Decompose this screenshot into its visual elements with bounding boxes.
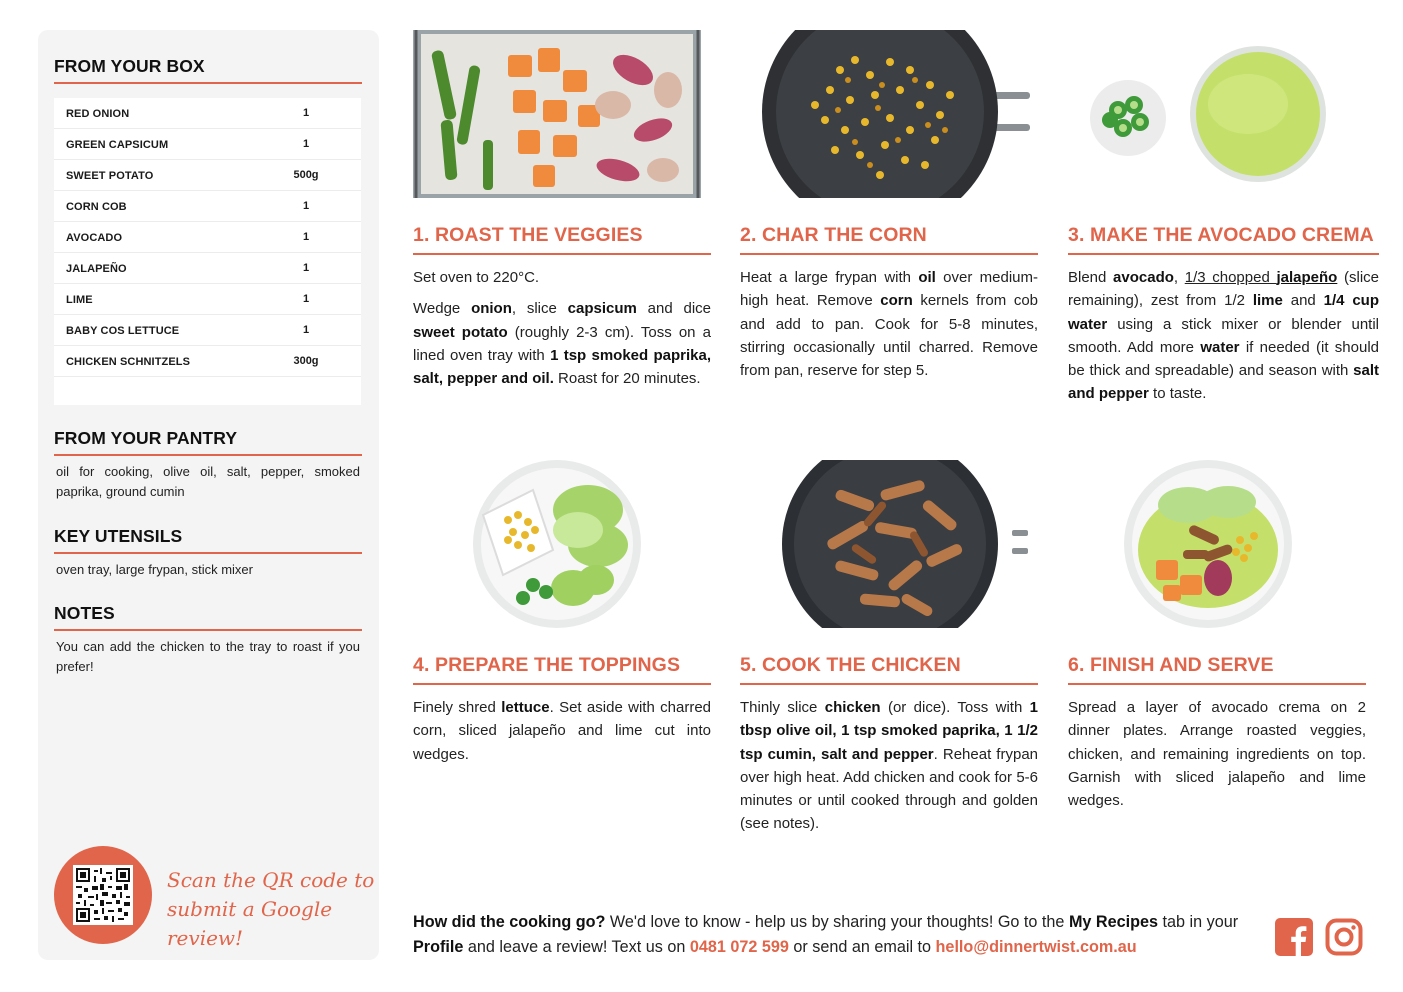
ingredient-name: GREEN CAPSICUM (66, 139, 169, 151)
text: Thinly slice (740, 699, 825, 716)
ingredient-name: JALAPEÑO (66, 263, 127, 275)
step-1-body (413, 266, 711, 398)
ingredient-qty: 1 (302, 231, 310, 243)
ingredient-qty: 1 (302, 293, 310, 305)
step-rule (413, 253, 711, 255)
step-paragraph (1068, 266, 1379, 406)
heading-rule (54, 552, 362, 554)
step-3-body (1068, 266, 1379, 414)
review-footer (413, 910, 1263, 960)
table-row (54, 129, 361, 160)
text: using a stick mixer or blender until smooth. Add more (1068, 315, 1379, 356)
table-row (54, 253, 361, 284)
ingredient-name: CHICKEN SCHNITZELS (66, 356, 191, 368)
step-paragraph: Set oven to 220°C. (413, 269, 540, 286)
finish-serve-photo (1068, 460, 1368, 628)
ingredient-bold: lettuce (501, 699, 550, 716)
ingredient-bold: water (1200, 338, 1240, 356)
step-5-title: 5. COOK THE CHICKEN (740, 654, 961, 676)
ingredient-bold: 1 tbsp olive oil, 1 tsp smoked paprika, 1 1/2 tsp cumin, salt and pepper (740, 699, 1038, 763)
step-rule (740, 683, 1038, 685)
ingredient-name: LIME (66, 294, 93, 306)
ingredient-bold: 1 tsp smoked paprika, salt, pepper and oil. (413, 346, 711, 388)
table-row (54, 346, 361, 377)
from-your-box-heading: FROM YOUR BOX (54, 56, 205, 76)
text: and dice (636, 300, 711, 318)
ingredient-bold: chicken (824, 699, 881, 716)
step-paragraph (740, 696, 1038, 836)
ingredient-bold: oil (918, 269, 936, 286)
ingredient-bold: corn (880, 292, 913, 310)
step-rule (413, 683, 711, 685)
from-your-pantry-heading: FROM YOUR PANTRY (54, 428, 238, 448)
key-utensils-heading: KEY UTENSILS (54, 526, 183, 546)
table-row (54, 284, 361, 315)
text: We'd love to know - help us by sharing your thoughts! Go to the (605, 913, 1069, 931)
ingredient-qty: 1 (302, 138, 310, 150)
text: or send an email to (788, 938, 936, 956)
phone-link[interactable]: 0481 072 599 (689, 938, 789, 956)
ingredient-qty: 300g (293, 355, 319, 367)
step-1-title: 1. ROAST THE VEGGIES (413, 224, 643, 246)
email-link[interactable]: hello@dinnertwist.com.au (935, 938, 1137, 956)
utensils-text: oven tray, large frypan, stick mixer (56, 562, 253, 577)
cook-chicken-photo (740, 460, 1040, 628)
text: , (1173, 269, 1185, 286)
step-4-body (413, 696, 711, 774)
instagram-icon[interactable] (1325, 918, 1363, 956)
heading-rule (54, 629, 362, 631)
ingredient-bold: sweet potato (413, 323, 508, 341)
step-2-title: 2. CHAR THE CORN (740, 224, 927, 246)
text: . Reheat frypan over high heat. Add chicken and cook for 5-6 minutes or until cooked through and golden (see notes). (740, 745, 1038, 833)
step-rule (740, 253, 1038, 255)
text: , slice (511, 300, 568, 318)
underlined-text: 1/3 chopped (1184, 269, 1277, 286)
step-paragraph (413, 297, 711, 390)
ingredient-bold: avocado (1113, 269, 1174, 286)
pantry-text: oil for cooking, olive oil, salt, pepper, smoked paprika, ground cumin (56, 464, 360, 499)
avocado-crema-photo (1068, 30, 1368, 198)
step-rule (1068, 253, 1379, 255)
ingredient-name: AVOCADO (66, 232, 123, 244)
notes-heading: NOTES (54, 603, 115, 623)
ingredient-name: CORN COB (66, 201, 127, 213)
qr-caption (167, 866, 379, 953)
my-recipes-text: My Recipes (1068, 913, 1159, 931)
ingredient-bold: onion (471, 300, 512, 318)
ingredient-bold: capsicum (567, 300, 637, 318)
text: Heat a large frypan with (740, 269, 919, 286)
ingredient-name: SWEET POTATO (66, 170, 154, 182)
ingredient-qty: 1 (302, 262, 310, 274)
table-row (54, 315, 361, 346)
ingredients-table (54, 98, 361, 405)
table-row (54, 160, 361, 191)
step-4-title: 4. PREPARE THE TOPPINGS (413, 654, 681, 676)
footer-question: How did the cooking go? (413, 913, 606, 931)
ingredient-qty: 500g (293, 169, 319, 181)
heading-rule (54, 82, 362, 84)
heading-rule (54, 454, 362, 456)
text: (roughly 2-3 cm). Toss on a lined oven tray with (413, 323, 711, 364)
table-row (54, 191, 361, 222)
facebook-icon[interactable] (1275, 918, 1313, 956)
text: and (1282, 292, 1324, 310)
ingredient-bold: lime (1252, 292, 1283, 310)
text: Wedge (413, 300, 472, 318)
step-paragraph (413, 696, 711, 766)
roast-veggies-photo (413, 30, 701, 198)
text: and leave a review! Text us on (463, 938, 690, 956)
step-rule (1068, 683, 1366, 685)
char-corn-photo (740, 30, 1040, 198)
table-row (54, 222, 361, 253)
qr-caption-line: Scan the QR code to (167, 868, 375, 892)
text: Finely shred (413, 699, 502, 716)
text: . Set aside with charred corn, sliced jalapeño and lime cut into wedges. (413, 699, 712, 763)
ingredient-qty: 1 (302, 107, 310, 119)
ingredient-name: RED ONION (66, 108, 130, 120)
sidebar (38, 30, 379, 960)
step-2-body (740, 266, 1038, 390)
text: kernels from cob and add to pan. Cook for 5-8 minutes, stirring occasionally until charred. Remove from pan, reserve for step 5. (740, 292, 1039, 380)
qr-caption-line: submit a Google review! (167, 897, 333, 950)
text: tab in your (1158, 913, 1239, 931)
text: (slice remaining), zest from 1/2 (1068, 269, 1379, 310)
text: Blend (1068, 269, 1114, 286)
text: (or dice). Toss with (880, 699, 1030, 716)
step-6-title: 6. FINISH AND SERVE (1068, 654, 1274, 676)
step-paragraph (740, 266, 1038, 382)
text: Roast for 20 minutes. (553, 370, 701, 388)
step-5-body (740, 696, 1038, 844)
table-row (54, 98, 361, 129)
step-paragraph: Spread a layer of avocado crema on 2 dinner plates. Arrange roasted veggies, chicken, and remaining ingredients on top. Garnish with sliced jalapeño and lime wedges. (1068, 699, 1366, 810)
text: if needed (it should be thick and spreadable) and season with (1068, 338, 1379, 380)
ingredient-bold: salt and pepper (1068, 362, 1379, 403)
ingredient-qty: 1 (302, 200, 310, 212)
ingredient-qty: 1 (302, 324, 310, 336)
ingredient-bold: 1/4 cup water (1068, 292, 1380, 333)
step-6-body (1068, 696, 1366, 820)
text: to taste. (1148, 385, 1207, 403)
toppings-photo (413, 460, 713, 628)
qr-code-badge[interactable] (54, 846, 152, 944)
step-3-title: 3. MAKE THE AVOCADO CREMA (1068, 224, 1374, 246)
ingredient-bold: jalapeño (1276, 269, 1338, 286)
text: over medium-high heat. Remove (740, 269, 1039, 310)
profile-text: Profile (413, 938, 464, 956)
qr-code-icon[interactable] (73, 865, 133, 925)
notes-text: You can add the chicken to the tray to roast if you prefer! (56, 639, 360, 674)
ingredient-name: BABY COS LETTUCE (66, 325, 180, 337)
